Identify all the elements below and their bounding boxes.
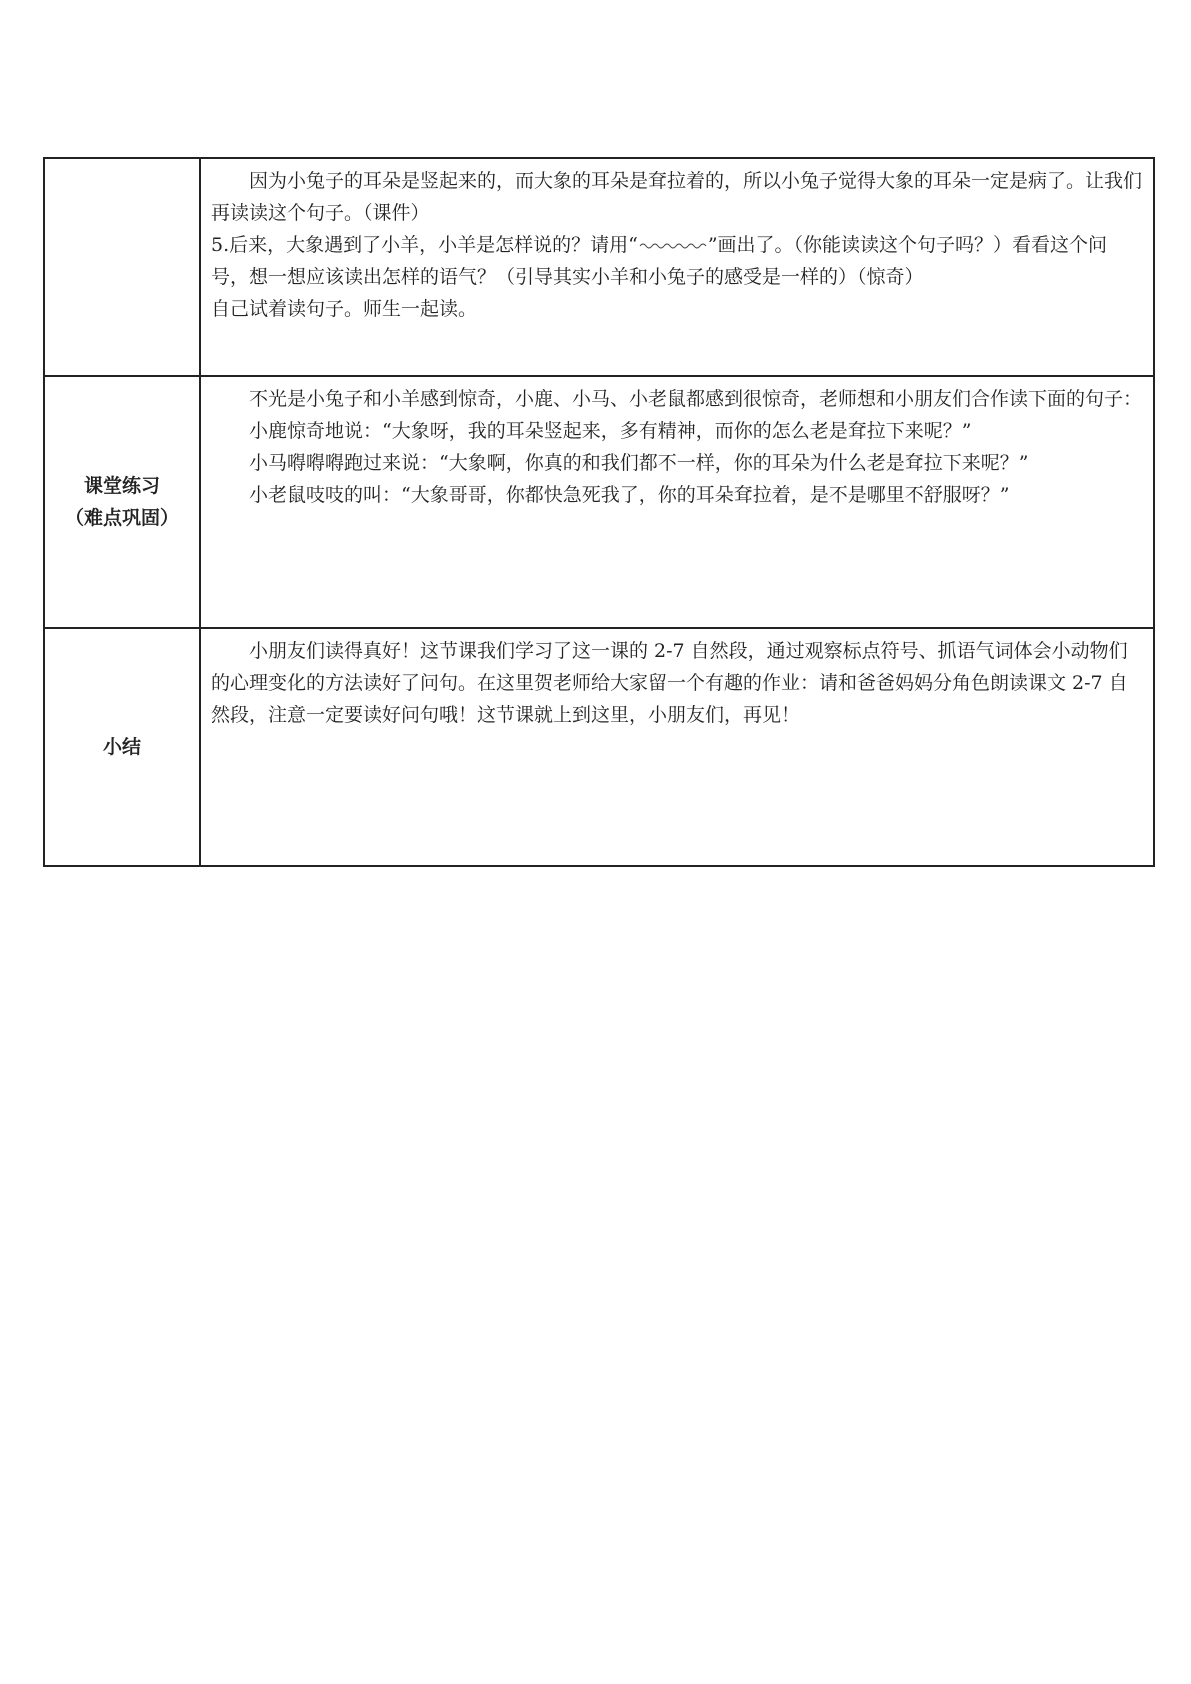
paragraph: 因为小兔子的耳朵是竖起来的，而大象的耳朵是耷拉着的，所以小兔子觉得大象的耳朵一定是病了。让我们再读读这个句子。（课件） [211,170,1143,224]
paragraph: 小朋友们读得真好！这节课我们学习了这一课的 2-7 自然段，通过观察标点符号、抓语气词体会小动物们的心理变化的方法读好了问句。在这里贺老师给大家留一个有趣的作业：请和爸爸妈妈分角色朗读课文 2-7 自然段，注意一定要读好问句哦！这节课就上到这里，小朋友们，再见！ [211,640,1128,726]
table-row [44,158,1154,376]
table-row [44,376,1154,628]
row-label-classroom-practice [44,376,200,628]
row-label-line: 小结 [102,736,141,758]
paragraph: 小鹿惊奇地说：“大象呀，我的耳朵竖起来，多有精神，而你的怎么老是耷拉下来呢？” [249,420,972,442]
row-label-empty [44,158,200,376]
paragraph: 自己试着读句子。师生一起读。 [211,298,478,320]
paragraph-part: ”画出了。（你能读读这个句子吗？）看看这个问号，想一想应该读出怎样的语气？（引导其实小羊和小兔子的感受是一样的）（惊奇） [211,234,1108,288]
wavy-underline-mark [638,237,708,251]
row-label-line: 课堂练习 [83,475,160,497]
row-label-summary [44,628,200,866]
row-content [200,158,1154,376]
row-content [200,628,1154,866]
paragraph: 不光是小兔子和小羊感到惊奇，小鹿、小马、小老鼠都感到很惊奇，老师想和小朋友们合作读下面的句子： [249,388,1143,410]
paragraph: 小老鼠吱吱的叫：“大象哥哥，你都快急死我了，你的耳朵耷拉着，是不是哪里不舒服呀？” [249,484,1010,506]
paragraph-question-5 [211,229,1143,293]
row-content [200,376,1154,628]
lesson-plan-table [43,157,1155,867]
row-label-line: （难点巩固） [64,507,179,529]
paragraph: 小马嘚嘚嘚跑过来说：“大象啊，你真的和我们都不一样，你的耳朵为什么老是耷拉下来呢？” [249,452,1029,474]
paragraph-part: 5.后来，大象遇到了小羊，小羊是怎样说的？请用“ [211,234,638,256]
table-row [44,628,1154,866]
